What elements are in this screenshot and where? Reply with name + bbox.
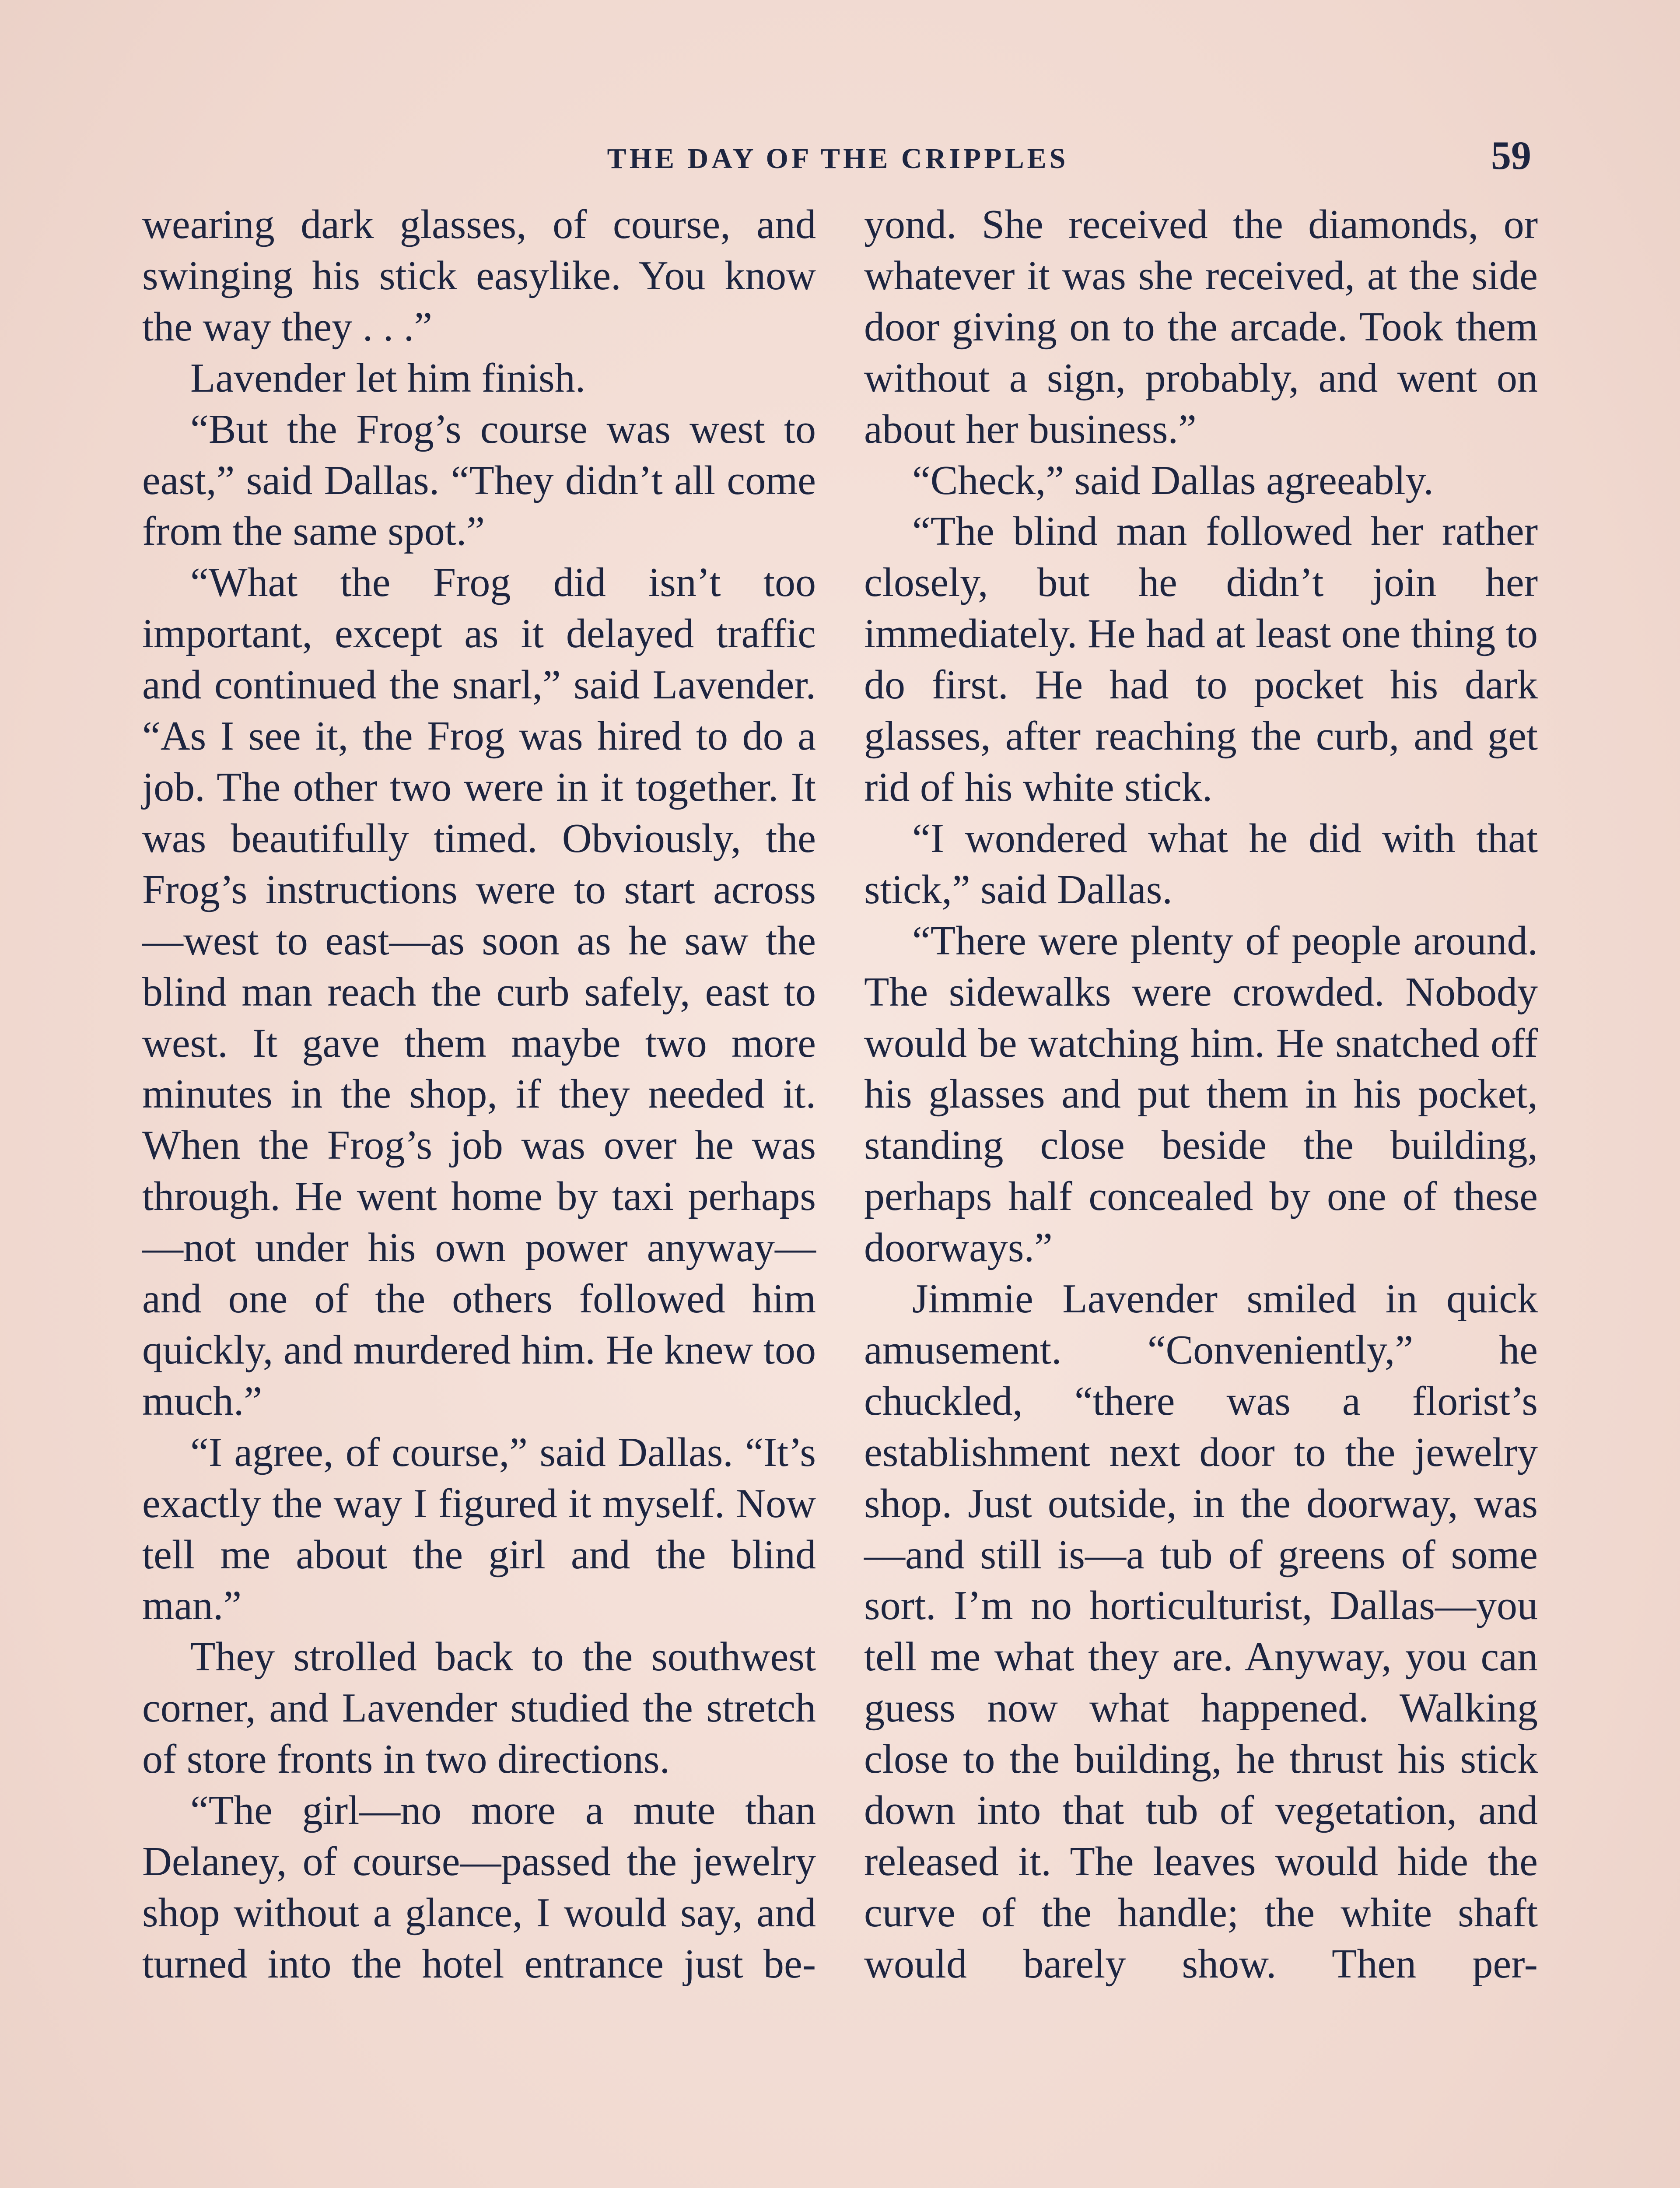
page-number: 59 [1491, 133, 1531, 178]
paragraph: Jimmie Lavender smiled in quick amusement. “Conveniently,” he chuckled, “there was a florist’s establishment next door to the jewelry shop. Just outside, in the doorway, was—and still is—a tub of greens of some sort. I’m no horticulturist, Dallas—you tell me what they are. Anyway, you can guess now what happened. Walking close to the building, he thrust his stick down into that tub of vegetation, and released it. The leaves would hide the curve of the handle; the white shaft would barely show. Then per- [864, 1276, 1538, 1987]
text-column-right [864, 199, 1538, 1990]
paragraph: Lavender let him finish. [190, 355, 586, 401]
running-head-title: THE DAY OF THE CRIPPLES [607, 143, 1069, 175]
paragraph: “I wondered what he did with that stick,” said Dallas. [864, 815, 1538, 912]
paragraph: “What the Frog did isn’t too important, except as it delayed traffic and continued the snarl,” said Lavender. “As I see it, the Frog was hired to do a job. The other two were in it together. It was beautifully timed. Obviously, the Frog’s instructions were to start across—west to east—as soon as he saw the blind man reach the curb safely, east to west. It gave them maybe two more minutes in the shop, if they needed it. When the Frog’s job was over he was through. He went home by taxi perhaps—not under his own power anyway—and one of the others followed him quickly, and murdered him. He knew too much.” [142, 560, 816, 1424]
running-head [144, 131, 1531, 179]
paragraph: “But the Frog’s course was west to east,” said Dallas. “They didn’t all come from the same spot.” [142, 406, 816, 554]
paragraph: “The blind man followed her rather closely, but he didn’t join her immediately. He had at least one thing to do first. He had to pocket his dark glasses, after reaching the curb, and get rid of his white stick. [864, 508, 1538, 810]
paragraph: yond. She received the diamonds, or whatever it was she received, at the side door giving on to the arcade. Took them without a sign, probably, and went on about her business.” [864, 202, 1538, 452]
paragraph: wearing dark glasses, of course, and swinging his stick easylike. You know the way they . . .” [142, 202, 816, 350]
paragraph: “I agree, of course,” said Dallas. “It’s exactly the way I figured it myself. Now tell me about the girl and the blind man.” [142, 1429, 816, 1629]
paragraph: “Check,” said Dallas agreeably. [912, 457, 1434, 503]
paragraph: “The girl—no more a mute than Delaney, of course—passed the jewelry shop without a glance, I would say, and turned into the hotel entrance just be- [142, 1788, 816, 1987]
text-column-left [142, 199, 816, 1990]
paragraph: “There were plenty of people around. The sidewalks were crowded. Nobody would be watching him. He snatched off his glasses and put them in his pocket, standing close beside the building, perhaps half concealed by one of these doorways.” [864, 918, 1538, 1271]
paragraph: They strolled back to the southwest corner, and Lavender studied the stretch of store fronts in two directions. [142, 1634, 816, 1782]
